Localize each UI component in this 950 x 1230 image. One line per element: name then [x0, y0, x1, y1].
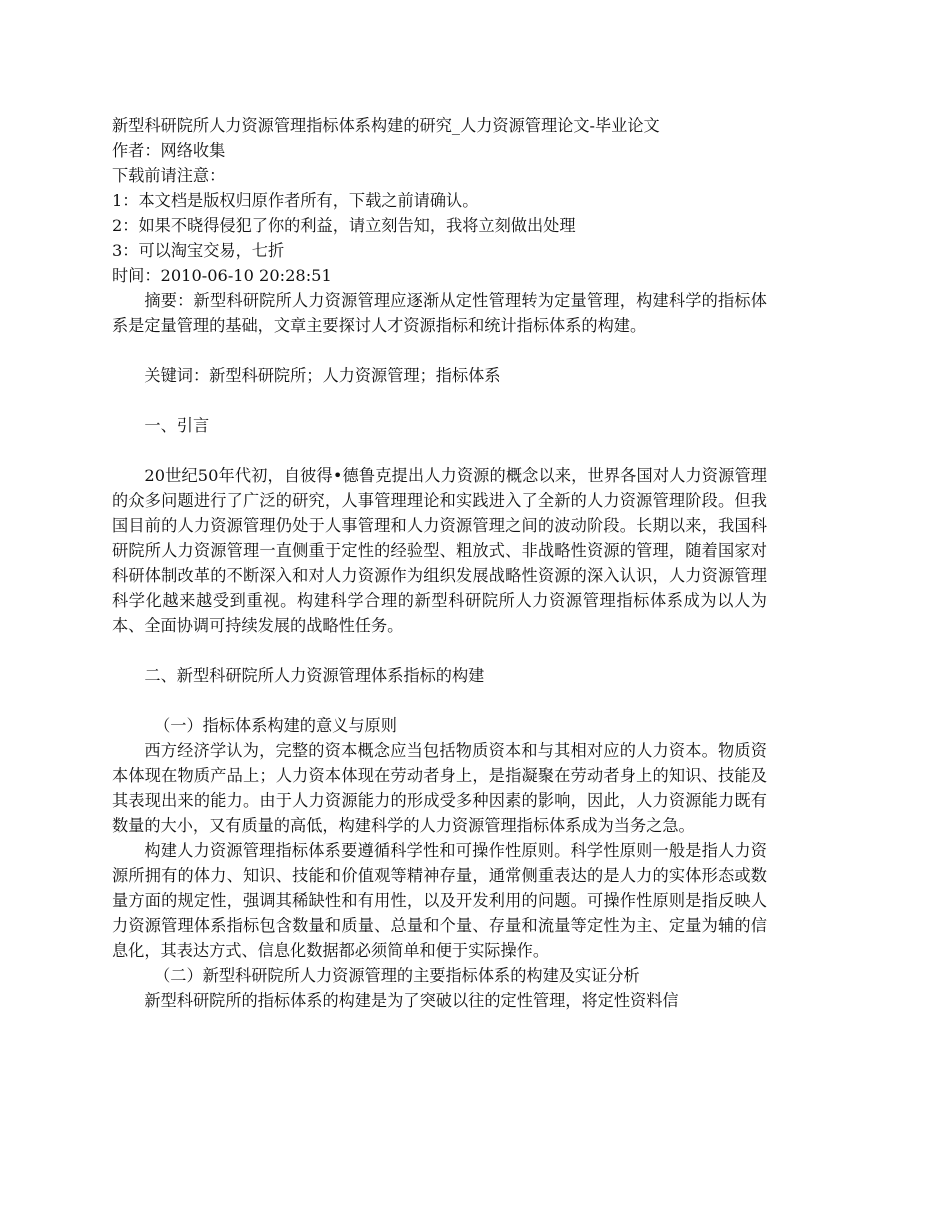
keywords-line: 关键词：新型科研院所；人力资源管理；指标体系 — [144, 366, 501, 385]
notice-item-1: 1：本文档是版权归原作者所有，下载之前请确认。 — [112, 191, 479, 210]
spacer — [112, 388, 767, 413]
timestamp: 时间：2010-06-10 20:28:51 — [112, 266, 332, 285]
section-1-paragraph: 20世纪50年代初，自彼得•德鲁克提出人力资源的概念以来，世界各国对人力资源管理的众多问题进行了广泛的研究，人事管理理论和实践进入了全新的人力资源管理阶段。但我国目前的人力资源管理仍处于人事管理和人力资源管理之间的波动阶段。长期以来，我国科研院所人力资源管理一直侧重于定性的经验型、粗放式、非战略性资源的管理，随着国家对科研体制改革的不断深入和对人力资源作为组织发展战略性资源的深入认识，人力资源管理科学化越来越受到重视。构建科学合理的新型科研院所人力资源管理指标体系成为以人为本、全面协调可持续发展的战略性任务。 — [112, 466, 767, 635]
notice-item-3: 3：可以淘宝交易，七折 — [112, 241, 285, 260]
abstract-paragraph: 摘要：新型科研院所人力资源管理应逐渐从定性管理转为定量管理，构建科学的指标体系是定量管理的基础，文章主要探讨人才资源指标和统计指标体系的构建。 — [112, 291, 767, 335]
author-line: 作者：网络收集 — [112, 141, 226, 160]
subsection-1-paragraph-1: 西方经济学认为，完整的资本概念应当包括物质资本和与其相对应的人力资本。物质资本体现在物质产品上；人力资本体现在劳动者身上，是指凝聚在劳动者身上的知识、技能及其表现出来的能力。由于人力资源能力的形成受多种因素的影响，因此，人力资源能力既有数量的大小，又有质量的高低，构建科学的人力资源管理指标体系成为当务之急。 — [112, 741, 767, 835]
spacer — [112, 438, 767, 463]
subsection-2-heading: （二）新型科研院所人力资源管理的主要指标体系的构建及实证分析 — [154, 966, 640, 985]
section-1-heading: 一、引言 — [144, 416, 210, 435]
section-2-heading: 二、新型科研院所人力资源管理体系指标的构建 — [144, 666, 485, 685]
subsection-1-paragraph-2: 构建人力资源管理指标体系要遵循科学性和可操作性原则。科学性原则一般是指人力资源所拥有的体力、知识、技能和价值观等精神存量，通常侧重表达的是人力的实体形态或数量方面的规定性，强调其稀缺性和有用性，以及开发利用的问题。可操作性原则是指反映人力资源管理体系指标包含数量和质量、总量和个量、存量和流量等定性为主、定量为辅的信息化，其表达方式、信息化数据都必须简单和便于实际操作。 — [112, 841, 767, 960]
notice-title: 下载前请注意： — [112, 166, 226, 185]
spacer — [112, 338, 767, 363]
document-title: 新型科研院所人力资源管理指标体系构建的研究_人力资源管理论文-毕业论文 — [112, 116, 660, 135]
spacer — [112, 688, 767, 713]
notice-item-2: 2：如果不晓得侵犯了你的利益，请立刻告知，我将立刻做出处理 — [112, 216, 576, 235]
document-page — [112, 113, 767, 1013]
spacer — [112, 638, 767, 663]
subsection-1-heading: （一）指标体系构建的意义与原则 — [154, 716, 397, 735]
subsection-2-paragraph: 新型科研院所的指标体系的构建是为了突破以往的定性管理，将定性资料信 — [144, 991, 679, 1010]
